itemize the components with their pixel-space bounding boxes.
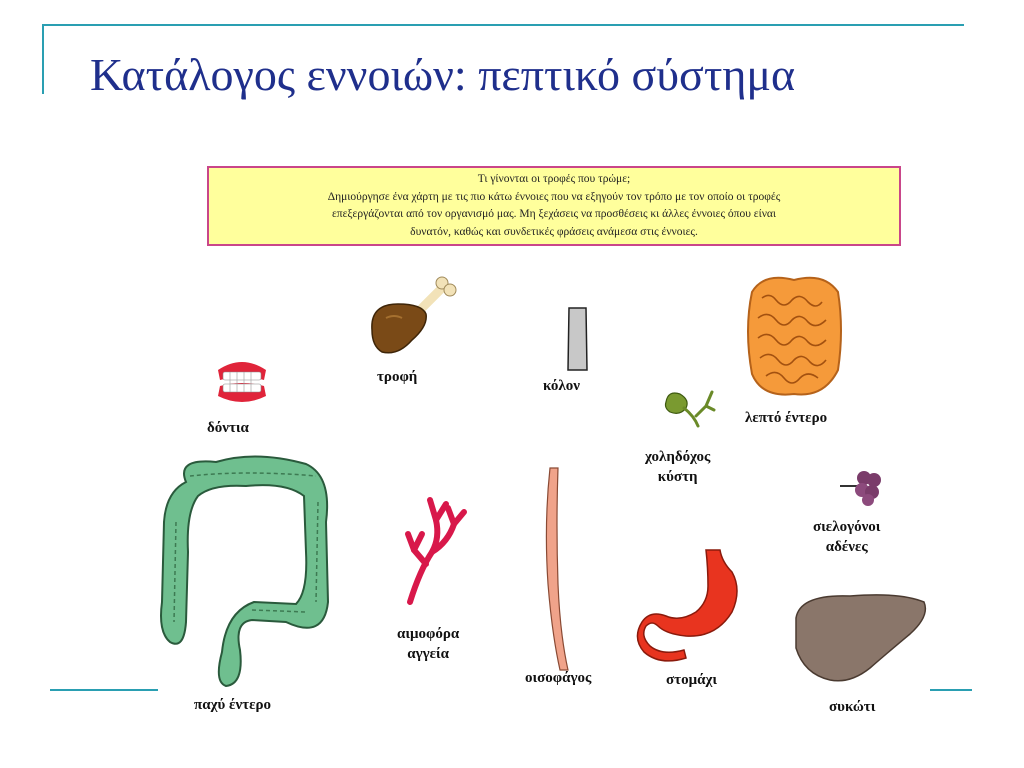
stomach-illustration <box>636 546 742 664</box>
instruction-line: επεξεργάζονται από τον οργανισμό μας. Μη ξεχάσεις να προσθέσεις κι άλλες έννοιες όπου είναι <box>331 208 777 220</box>
label-gallbladder <box>645 447 710 487</box>
frame-vertical-line <box>42 24 44 94</box>
footer-line-left <box>50 689 158 691</box>
label-large-intestine: παχύ έντερο <box>194 697 272 713</box>
small-intestine-illustration <box>744 270 844 400</box>
slide-title: Κατάλογος εννοιών: πεπτικό σύστημα <box>90 49 796 100</box>
label-gallbladder-line: κύστη <box>657 469 698 485</box>
label-salivary-glands <box>813 517 880 557</box>
colon-illustration <box>566 306 590 372</box>
label-esophagus: οισοφάγος <box>525 670 592 686</box>
label-blood-vessels <box>397 624 459 664</box>
esophagus-illustration <box>538 464 578 674</box>
teeth-illustration <box>214 356 270 406</box>
blood-vessels-illustration <box>400 490 470 610</box>
label-stomach: στομάχι <box>666 672 718 688</box>
label-gallbladder-line: χοληδόχος <box>645 449 711 465</box>
footer-line-right <box>930 689 972 691</box>
label-small-intestine: λεπτό έντερο <box>745 410 828 426</box>
label-colon: κόλον <box>543 378 580 394</box>
label-salivary-glands-line: αδένες <box>825 539 868 555</box>
instruction-line: δυνατόν, καθώς και συνδετικές φράσεις ανάμεσα στις έννοιες. <box>410 225 698 238</box>
label-blood-vessels-line: αιμοφόρα <box>397 626 460 642</box>
label-teeth: δόντια <box>207 420 249 436</box>
frame-horizontal-line <box>42 24 964 26</box>
label-food: τροφή <box>377 369 418 385</box>
large-intestine-illustration <box>156 452 336 690</box>
salivary-glands-illustration <box>838 466 884 508</box>
instruction-line: Δημιούργησε ένα χάρτη με τις πιο κάτω έννοιες που να εξηγούν τον τρόπο με τον οποίο οι τροφές <box>327 190 781 203</box>
instruction-box <box>207 166 901 246</box>
instruction-line: Τι γίνονται οι τροφές που τρώμε; <box>477 173 631 185</box>
label-salivary-glands-line: σιελογόνοι <box>813 519 881 535</box>
label-blood-vessels-line: αγγεία <box>407 646 450 662</box>
drumstick-illustration <box>364 274 464 360</box>
liver-illustration <box>790 588 930 688</box>
label-liver: συκώτι <box>829 699 876 715</box>
gallbladder-illustration <box>660 386 720 432</box>
